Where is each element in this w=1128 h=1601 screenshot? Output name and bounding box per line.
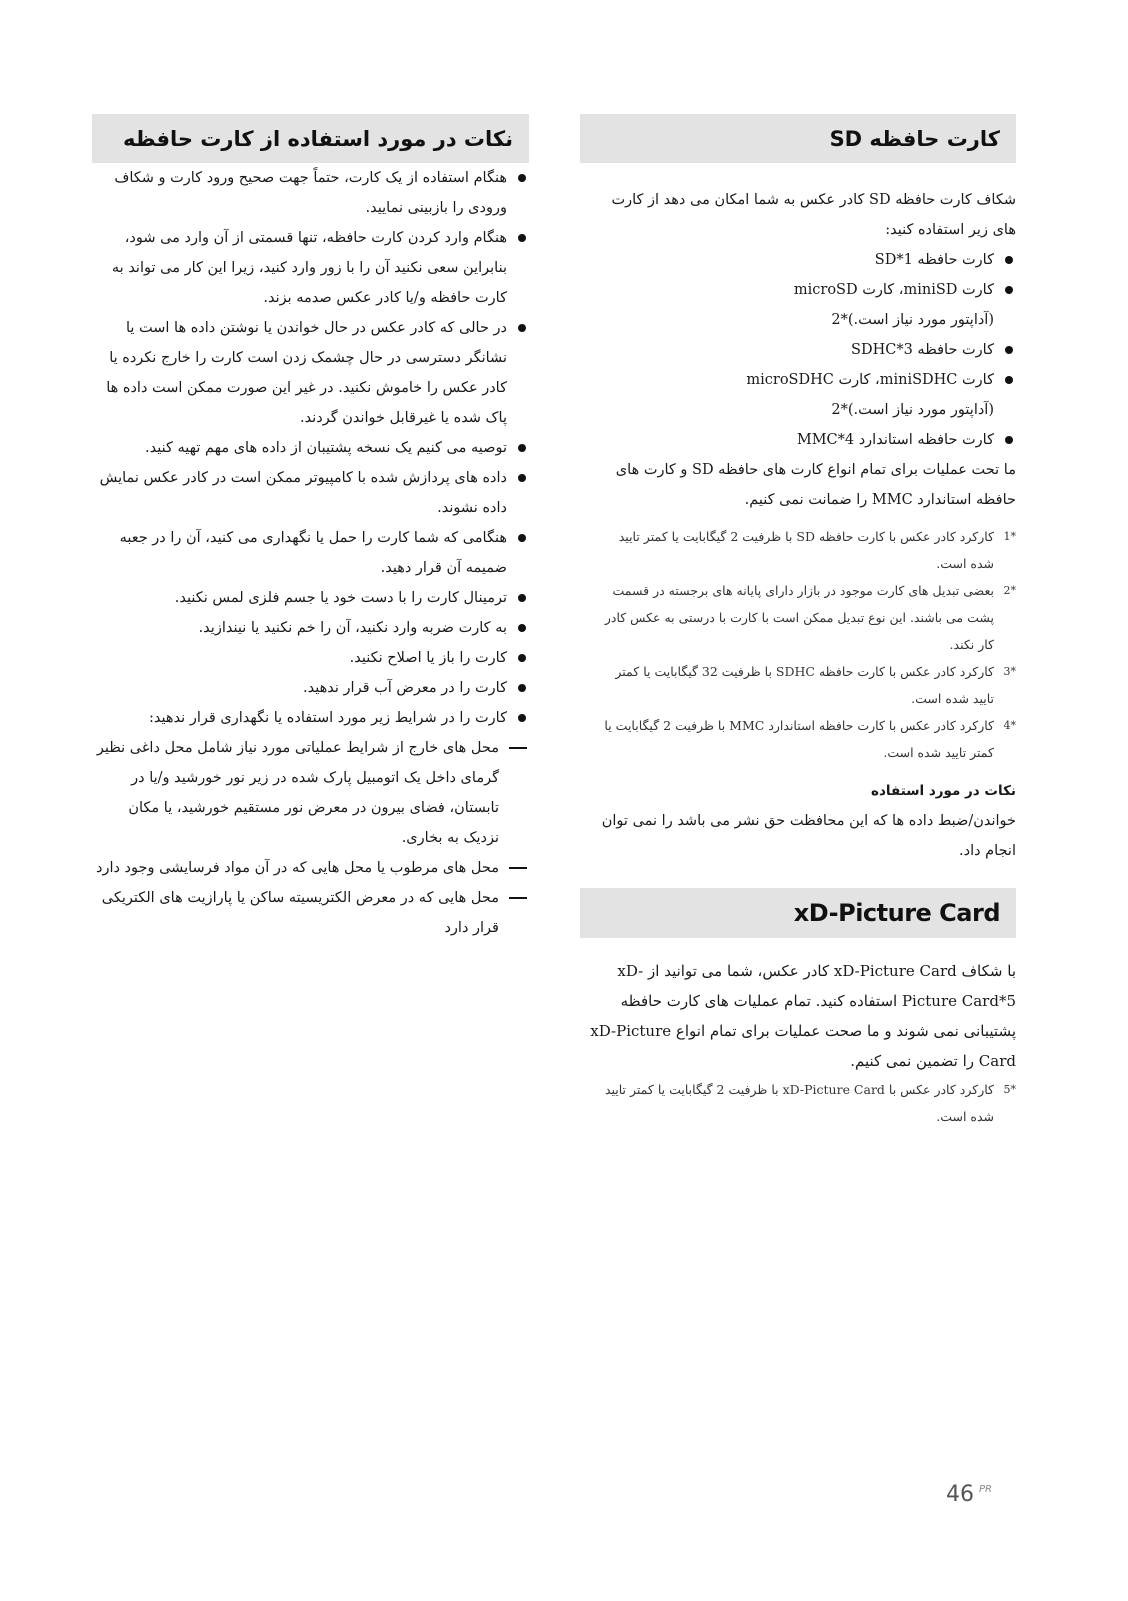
guarantee-text: ما تحت عملیات برای تمام انواع کارت های حافظه SD و کارت های حافظه استاندارد MMC را ضمانت نمی کنیم. — [615, 462, 1016, 508]
bullet-icon — [1005, 346, 1013, 354]
list-item: هنگام وارد کردن کارت حافظه، تنها قسمتی از آن وارد می شود، بنابراین سعی نکنید آن را با زور وارد کنید، زیرا این کار می تواند به کارت حافظه و/یا کادر عکس صدمه بزند. — [92, 223, 529, 313]
bullet-icon — [518, 324, 526, 332]
condition-list — [92, 733, 529, 943]
bullet-icon — [518, 684, 526, 692]
left-column — [92, 114, 529, 943]
right-column — [580, 114, 1016, 1130]
page-number — [946, 1482, 992, 1507]
bullet-icon — [518, 624, 526, 632]
list-item: کارت را در معرض آب قرار ندهید. — [92, 673, 529, 703]
card-usage-heading — [92, 114, 529, 163]
list-item: هنگام استفاده از یک کارت، حتماً جهت صحیح ورود کارت و شکاف ورودی را بازبینی نمایید. — [92, 163, 529, 223]
footnote: *2 بعضی تبدیل های کارت موجود در بازار دارای پایانه های برجسته در قسمت پشت می باشند. این نوع تبدیل ممکن است با کارت با درستی به عکس کادر کار نکند. — [604, 583, 1016, 652]
sd-intro: شکاف کارت حافظه SD کادر عکس به شما امکان می دهد از کارت های زیر استفاده کنید: — [611, 192, 1016, 238]
card-usage-title: نکات در مورد استفاده از کارت حافظه — [123, 126, 513, 151]
list-item: محل های مرطوب یا محل هایی که در آن مواد فرسایشی وجود دارد — [92, 853, 529, 883]
adapter-note: (آداپتور مورد نیاز است.)*2 — [831, 312, 994, 328]
list-item: محل هایی که در معرض الکتریسیته ساکن یا پارازیت های الکتریکی قرار دارد — [92, 883, 529, 943]
bullet-icon — [518, 444, 526, 452]
xd-section-title: xD-Picture Card — [793, 899, 1000, 927]
page-number-value: 46 — [946, 1482, 974, 1507]
list-item: کارت حافظه SDHC*3 — [580, 335, 1016, 365]
list-item: کارت حافظه استاندارد MMC*4 — [580, 425, 1016, 455]
list-item: به کارت ضربه وارد نکنید، آن را خم نکنید یا نیندازید. — [92, 613, 529, 643]
list-item: محل های خارج از شرایط عملیاتی مورد نیاز شامل محل داغی نظیر گرمای داخل یک اتومبیل پارک شده در زیر نور خورشید و/یا در تابستان، فضای بیرون در معرض نور مستقیم خورشید، یا مکان نزدیک به بخاری. — [92, 733, 529, 853]
xd-section-heading — [580, 888, 1016, 938]
list-item: کارت miniSDHC، کارت microSDHC — [580, 365, 1016, 395]
dash-icon — [509, 897, 527, 899]
list-item: کارت miniSD، کارت microSD — [580, 275, 1016, 305]
sd-section-heading — [580, 114, 1016, 163]
list-item: توصیه می کنیم یک نسخه پشتیبان از داده های مهم تهیه کنید. — [92, 433, 529, 463]
list-item: داده های پردازش شده با کامپیوتر ممکن است در کادر عکس نمایش داده نشوند. — [92, 463, 529, 523]
bullet-icon — [518, 594, 526, 602]
footnote: *1 کارکرد کادر عکس با کارت حافظه SD با ظرفیت 2 گیگابایت یا کمتر تایید شده است. — [618, 529, 1016, 571]
usage-bullet-list — [92, 163, 529, 733]
footnote: *3 کارکرد کادر عکس با کارت حافظه SDHC با ظرفیت 32 گیگابایت یا کمتر تایید شده است. — [615, 664, 1016, 706]
adapter-note: (آداپتور مورد نیاز است.)*2 — [831, 402, 994, 418]
usage-heading: نکات در مورد استفاده — [871, 783, 1016, 799]
usage-text: خواندن/ضبط داده ها که این محافظت حق نشر می باشد را نمی توان انجام داد. — [601, 813, 1016, 859]
bullet-icon — [518, 714, 526, 722]
dash-icon — [509, 747, 527, 749]
list-item: ترمینال کارت را با دست خود یا جسم فلزی لمس نکنید. — [92, 583, 529, 613]
bullet-icon — [1005, 376, 1013, 384]
list-item: هنگامی که شما کارت را حمل یا نگهداری می کنید، آن را در جعبه ضمیمه آن قرار دهید. — [92, 523, 529, 583]
page-language-code: PR — [979, 1484, 992, 1495]
bullet-icon — [518, 534, 526, 542]
bullet-icon — [518, 654, 526, 662]
list-item: کارت را باز یا اصلاح نکنید. — [92, 643, 529, 673]
bullet-icon — [1005, 286, 1013, 294]
bullet-icon — [518, 234, 526, 242]
footnote: *4 کارکرد کادر عکس با کارت حافظه استاندارد MMC با ظرفیت 2 گیگابایت یا کمتر تایید شده است. — [604, 718, 1016, 760]
list-item: کارت حافظه SD*1 — [580, 245, 1016, 275]
card-type-list — [580, 245, 1016, 455]
sd-footnotes — [580, 523, 1016, 766]
dash-icon — [509, 867, 527, 869]
bullet-icon — [1005, 436, 1013, 444]
list-item: کارت را در شرایط زیر مورد استفاده یا نگهداری قرار ندهید: — [92, 703, 529, 733]
footnote: *5 کارکرد کادر عکس با xD-Picture Card با ظرفیت 2 گیگابایت یا کمتر تایید شده است. — [604, 1082, 1016, 1124]
sd-section-title: کارت حافظه SD — [829, 126, 1000, 151]
list-item: در حالی که کادر عکس در حال خواندن یا نوشتن داده ها است یا نشانگر دسترسی در حال چشمک زدن است کارت را خارج نکرده یا کادر عکس را خاموش نکنید. در غیر این صورت ممکن است داده ها پاک شده یا غیرقابل خواندن گردند. — [92, 313, 529, 433]
bullet-icon — [1005, 256, 1013, 264]
bullet-icon — [518, 474, 526, 482]
xd-body: با شکاف xD-Picture Card کادر عکس، شما می توانید از xD-Picture Card*5 استفاده کنید. تمام عملیات های کارت حافظه پشتیبانی نمی شوند و ما صحت عملیات برای تمام انواع xD-Picture Card را تضمین نمی کنیم. — [590, 962, 1016, 1070]
bullet-icon — [518, 174, 526, 182]
